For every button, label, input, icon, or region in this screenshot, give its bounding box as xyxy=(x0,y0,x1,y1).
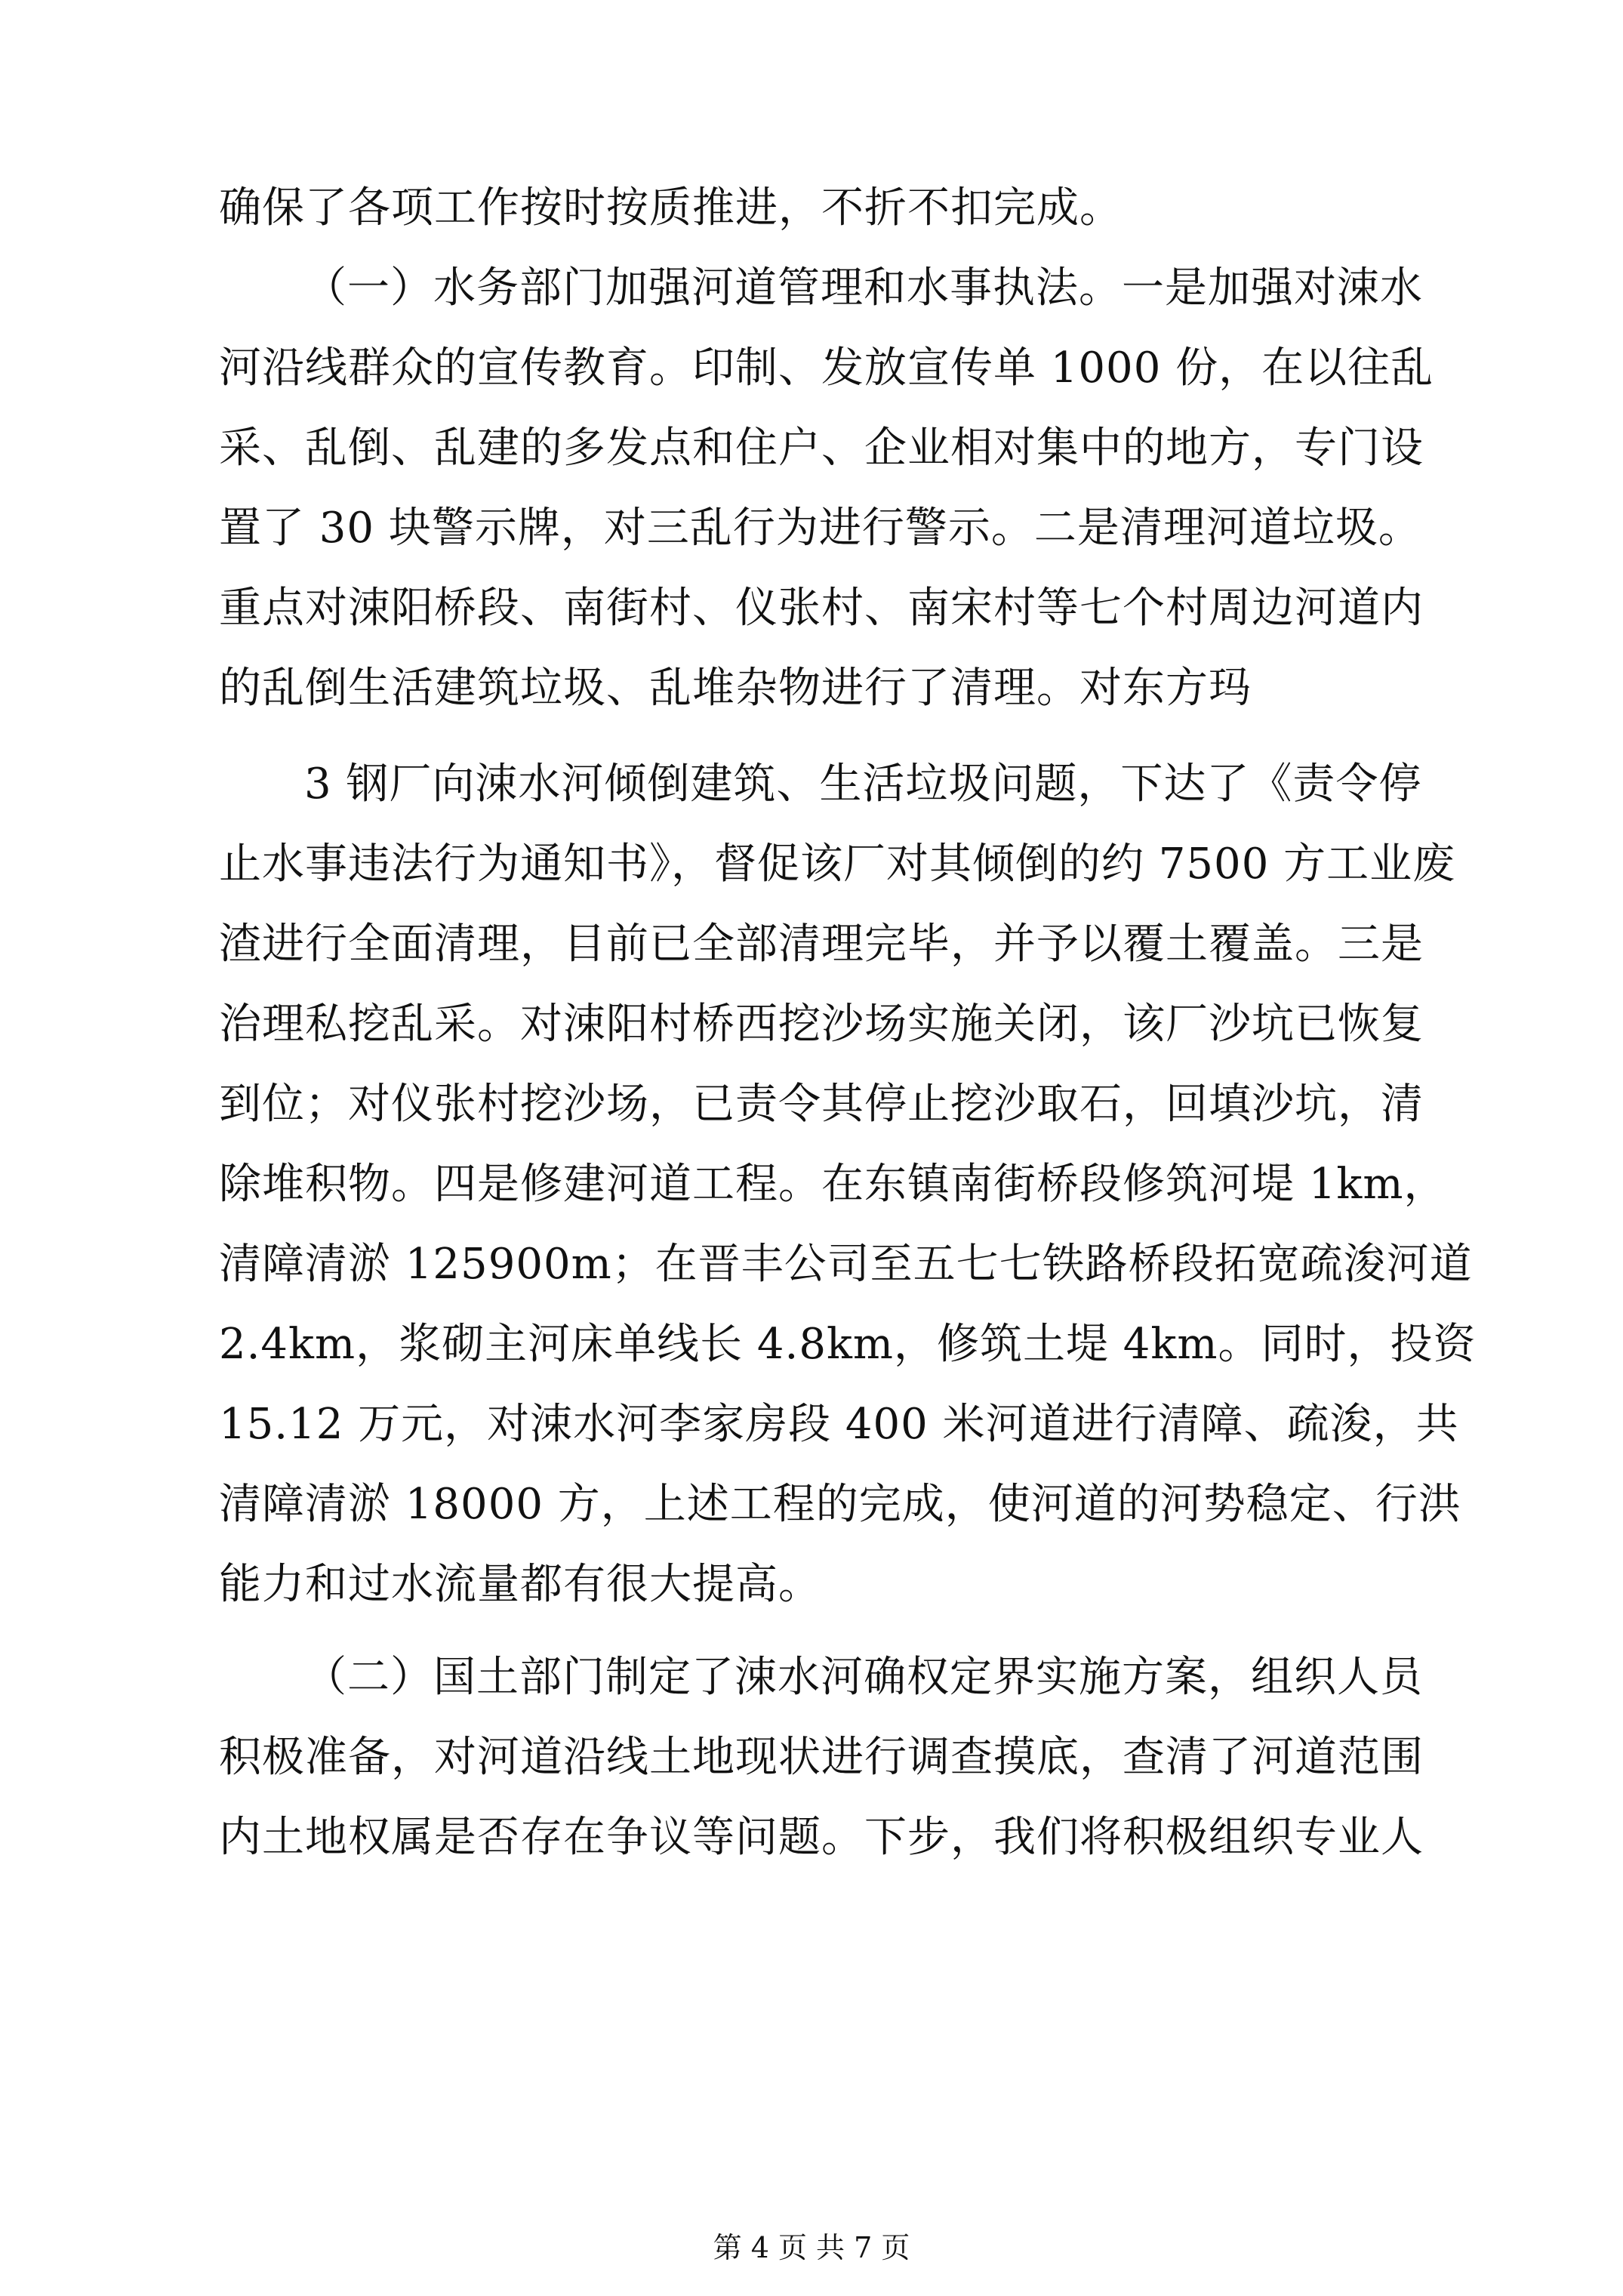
text-line: 15.12 万元，对涑水河李家房段 400 米河道进行清障、疏浚，共 xyxy=(219,1400,1459,1449)
text-line: 除堆积物。四是修建河道工程。在东镇南街桥段修筑河堤 1km， xyxy=(219,1160,1447,1209)
text-line: 治理私挖乱采。对涑阳村桥西挖沙场实施关闭，该厂沙坑已恢复 xyxy=(219,1000,1424,1049)
text-line: 清障清淤 125900m；在晋丰公司至五七七铁路桥段拓宽疏浚河道 xyxy=(219,1240,1473,1289)
text-line: 内土地权属是否存在争议等问题。下步，我们将积极组织专业人 xyxy=(219,1813,1424,1862)
text-line: 止水事违法行为通知书》，督促该厂对其倾倒的约 7500 方工业废 xyxy=(219,840,1456,889)
text-line: 置了 30 块警示牌，对三乱行为进行警示。二是清理河道垃圾。 xyxy=(219,504,1421,553)
text-line: 到位；对仪张村挖沙场，已责令其停止挖沙取石，回填沙坑，清 xyxy=(219,1080,1424,1129)
text-line: 河沿线群众的宣传教育。印制、发放宣传单 1000 份，在以往乱 xyxy=(219,344,1434,393)
text-line: 采、乱倒、乱建的多发点和住户、企业相对集中的地方，专门设 xyxy=(219,424,1424,473)
paragraph-first-line: （二）国土部门制定了涑水河确权定界实施方案，组织人员 xyxy=(304,1653,1423,1702)
text-line: 重点对涑阳桥段、南街村、仪张村、南宋村等七个村周边河道内 xyxy=(219,584,1424,633)
text-line: 渣进行全面清理，目前已全部清理完毕，并予以覆土覆盖。三是 xyxy=(219,920,1424,969)
text-line: 清障清淤 18000 方，上述工程的完成，使河道的河势稳定、行洪 xyxy=(219,1480,1461,1529)
paragraph-first-line: （一）水务部门加强河道管理和水事执法。一是加强对涑水 xyxy=(304,264,1423,313)
text-line: 确保了各项工作按时按质推进，不折不扣完成。 xyxy=(219,183,1123,233)
page-footer: 第 4 页 共 7 页 xyxy=(713,2231,910,2264)
text-line: 的乱倒生活建筑垃圾、乱堆杂物进行了清理。对东方玛 xyxy=(219,664,1252,713)
text-line: 积极准备，对河道沿线土地现状进行调查摸底，查清了河道范围 xyxy=(219,1733,1424,1782)
text-line: 2.4km，浆砌主河床单线长 4.8km，修筑土堤 4km。同时，投资 xyxy=(219,1320,1477,1369)
paragraph-first-line: 3 钢厂向涑水河倾倒建筑、生活垃圾问题，下达了《责令停 xyxy=(304,760,1422,809)
text-line: 能力和过水流量都有很大提高。 xyxy=(219,1560,821,1609)
